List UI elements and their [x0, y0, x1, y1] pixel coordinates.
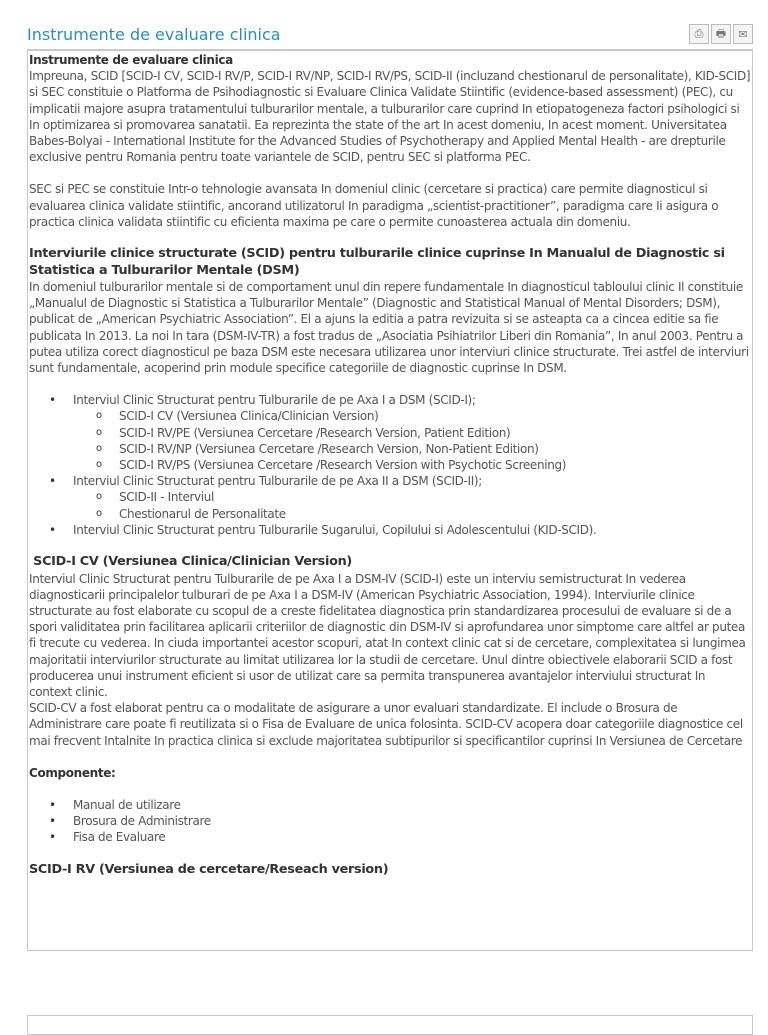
interviews-list	[29, 392, 751, 538]
email-icon[interactable]: ✉	[733, 24, 753, 44]
list-item: o SCID-I RV/PS (Versiunea Cercetare /Research Version with Psychotic Screening)	[29, 457, 751, 473]
cv-paragraph-2: SCID-CV a fost elaborat pentru ca o modalitate de asigurare a unor evaluari standardizate. El include o Brosura de Administrare care poate fi reutilizata si o Fisa de Evaluare de unica folosinta. SCID-CV acopera doar categoriile diagnostice cel mai frecvent Intalnite In practica clinica si exclude majoritatea subtipurilor si specificantilor cuprinsi In Versiunea de Cercetare	[29, 701, 743, 748]
list-item	[29, 473, 751, 522]
interview-axis-1: Interviul Clinic Structurat pentru Tulburarile de pe Axa I a DSM (SCID-I);	[73, 393, 476, 408]
list-item: • Brosura de Administrare	[29, 813, 751, 829]
page-tools	[687, 24, 753, 46]
cv-paragraph-1: Interviul Clinic Structurat pentru Tulburarile de pe Axa I a DSM-IV (SCID-I) este un interviu semistructurat In vederea diagnosticarii principalelor tulburari de pe Axa I a DSM-IV (American Psychiatric Association, 1994). Interviurile clinice structurate au fost elaborate cu scopul de a creste fidelitatea diagnostica prin standardizarea procesului de evaluare si de a spori validitatea prin facilitarea aplicarii criteriilor de diagnostic din DSM-IV si aprofundarea unor simptome care altfel ar putea fi trecute cu vederea. In ciuda importantei acestor scopuri, atat In context clinic cat si de cercetare, complexitatea si lungimea majoritatii interviurilor structurate au limitat utilizarea lor la studii de cercetare. Unul dintre obiectivele elaborarii SCID a fost producerea unui instrument eficient si usor de utilizat care sa permita transpunerea avantajelor interviului structurat In context clinic.	[29, 571, 746, 699]
article-content	[29, 52, 751, 878]
intro-paragraph-1: Impreuna, SCID [SCID-I CV, SCID-I RV/P, SCID-I RV/NP, SCID-I RV/PS, SCID-II (incluzand chestionarul de personalitate), KID-SCID] si SEC constituie o Platforma de Psihodiagnostic si Evaluare Clinica Validate Stiintific (evidence-based assessment) (PEC), cu implicatii majore asupra tratamentului tulburarilor mentale, a tulburarilor care cuprind In etiopatogeneza factori psihologici si In optimizarea si promovarea sanatatii. Ea reprezinta the state of the art In acest domeniu, In acest moment. Universitatea Babes-Bolyai - International Institute for the Advanced Studies of Psychotherapy and Applied Mental Health - are drepturile exclusive pentru Romania pentru toate variantele de SCID, pentru SEC si platforma PEC.	[29, 69, 751, 165]
scid-heading: Interviurile clinice structurate (SCID) pentru tulburarile clinice cuprinse In Manualul de Diagnostic si Statistica a Tulburarilor Mentale (DSM)	[29, 246, 725, 278]
title-bar	[27, 24, 753, 48]
components-list	[29, 797, 751, 846]
scid-paragraph: In domeniul tulburarilor mentale si de comportament unul din repere fundamentale In diagnosticul tabloului clinic Il constituie „Manualul de Diagnostic si Statistica a Tulburarilor Mentale” (Diagnostic and Statistical Manual of Mental Disorders; DSM), publicat de „American Psychiatric Association”. El a ajuns la editia a patra revizuita si se asteapta ca a cincea editie sa fie publicata In 2013. La noi In tara (DSM-IV-TR) a fost tradus de „Asociatia Psihiatrilor Liberi din Romania”, In anul 2003. Pentru a putea utiliza corect diagnosticul pe baza DSM este necesara utilizarea unor interviuri clinice structurate. Trei astfel de interviuri sunt fundamentale, acoperind prin module specifice categoriile de diagnostic cuprinse In DSM.	[29, 280, 749, 376]
rv-heading: SCID-I RV (Versiunea de cercetare/Reseach version)	[29, 861, 389, 877]
list-item: • Manual de utilizare	[29, 797, 751, 813]
interview-axis-2: Interviul Clinic Structurat pentru Tulburarile de pe Axa II a DSM (SCID-II);	[73, 474, 482, 489]
cv-heading: SCID-I CV (Versiunea Clinica/Clinician Version)	[29, 554, 352, 570]
print-icon[interactable]: 🖶	[711, 24, 731, 44]
list-item: o Chestionarul de Personalitate	[29, 506, 751, 522]
list-item: o SCID-I RV/PE (Versiunea Cercetare /Research Version, Patient Edition)	[29, 425, 751, 441]
sublist	[73, 408, 751, 473]
list-item: o SCID-II - Interviul	[29, 489, 751, 505]
pdf-icon[interactable]: ⎙	[689, 24, 709, 44]
page-title: Instrumente de evaluare clinica	[27, 25, 281, 44]
list-item	[29, 522, 751, 538]
interview-kid-scid: Interviul Clinic Structurat pentru Tulburarile Sugarului, Copilului si Adolescentului (KID-SCID).	[73, 522, 597, 537]
article-box	[27, 49, 753, 951]
list-item: • Fisa de Evaluare	[29, 829, 751, 845]
next-section-box	[27, 1015, 753, 1035]
list-item: o SCID-I CV (Versiunea Clinica/Clinician Version)	[29, 408, 751, 424]
sublist	[73, 489, 751, 521]
intro-heading: Instrumente de evaluare clinica	[29, 53, 233, 67]
list-item	[29, 392, 751, 473]
list-item: o SCID-I RV/NP (Versiunea Cercetare /Research Version, Non-Patient Edition)	[29, 441, 751, 457]
components-heading: Componente:	[29, 765, 116, 780]
intro-paragraph-2: SEC si PEC se constituie Intr-o tehnologie avansata In domeniul clinic (cercetare si practica) care permite diagnosticul si evaluarea clinica validate stiintific, ancorand utilizatorul In paradigma „scientist-practitioner”, paradigma care Ii asigura o practica clinica validata stiintific cu eficienta maxima pe care o permite cunoasterea actuala din domeniu.	[29, 182, 719, 229]
